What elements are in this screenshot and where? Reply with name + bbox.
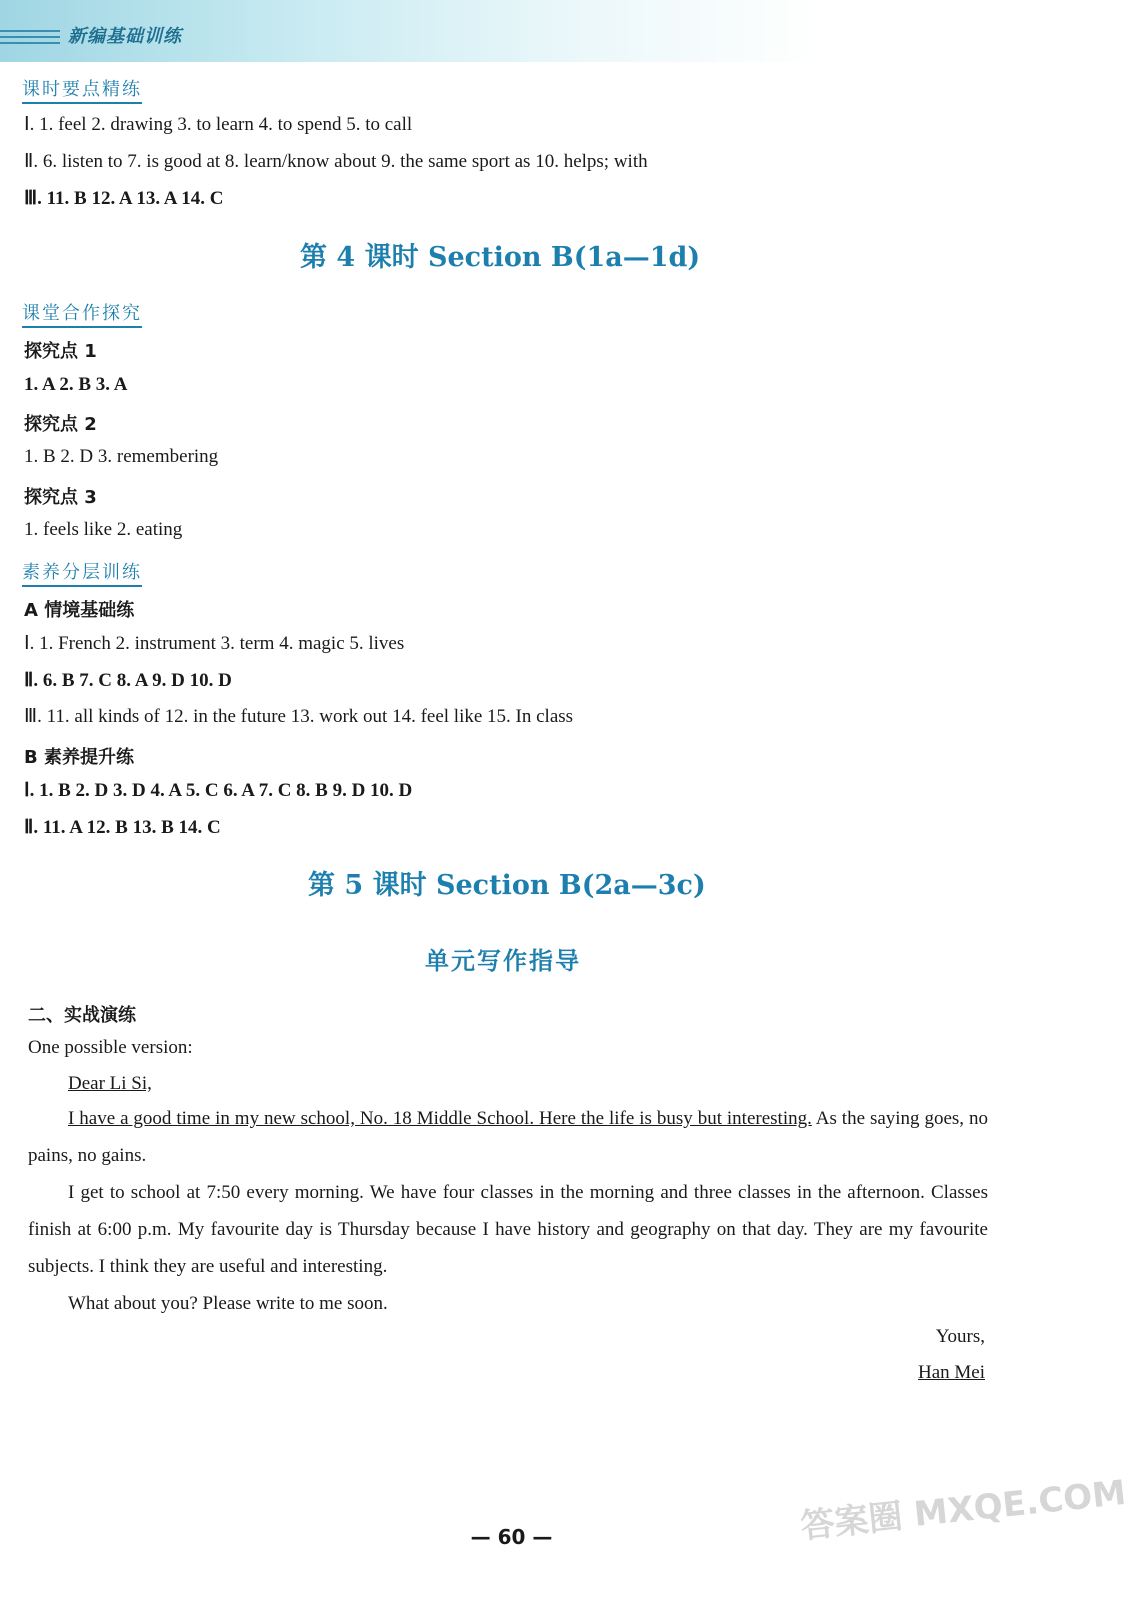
answer-line: Ⅲ. 11. all kinds of 12. in the future 13. work out 14. feel like 15. In class bbox=[24, 706, 574, 727]
answer-line: Ⅰ. 1. feel 2. drawing 3. to learn 4. to spend 5. to call bbox=[24, 114, 413, 135]
answer-line: Ⅰ. 1. B 2. D 3. D 4. A 5. C 6. A 7. C 8. B 9. D 10. D bbox=[24, 780, 413, 801]
inquiry-point-label: 探究点 2 bbox=[24, 414, 97, 435]
underlined-sentence: I have a good time in my new school, No. 18 Middle School. Here the life is busy but interesting. bbox=[68, 1108, 812, 1129]
answer-line: 1. B 2. D 3. remembering bbox=[24, 446, 219, 467]
section-heading-cooperative-inquiry: 课堂合作探究 bbox=[22, 299, 142, 328]
inquiry-point-label: 探究点 1 bbox=[24, 341, 97, 362]
inquiry-point-label: 探究点 3 bbox=[24, 487, 97, 508]
letter-greeting: Dear Li Si, bbox=[68, 1073, 152, 1094]
header-decor-lines bbox=[0, 30, 60, 48]
answer-line: Ⅲ. 11. B 12. A 13. A 14. C bbox=[24, 188, 224, 209]
letter-signature: Han Mei bbox=[917, 1362, 985, 1383]
answer-line: Ⅱ. 11. A 12. B 13. B 14. C bbox=[24, 817, 221, 838]
section-heading-key-points: 课时要点精练 bbox=[22, 75, 142, 104]
practice-label: 二、实战演练 bbox=[28, 1005, 136, 1026]
page-number: — 60 — bbox=[470, 1525, 553, 1549]
section-heading-layered-training: 素养分层训练 bbox=[22, 558, 142, 587]
level-b-label: B 素养提升练 bbox=[24, 747, 134, 768]
answer-line: Ⅱ. 6. B 7. C 8. A 9. D 10. D bbox=[24, 670, 232, 691]
lesson-5-title: 第 5 课时 Section B(2a—3c) bbox=[308, 870, 706, 901]
answer-line: Ⅱ. 6. listen to 7. is good at 8. learn/know about 9. the same sport as 10. helps; with bbox=[24, 151, 648, 172]
level-a-label: A 情境基础练 bbox=[24, 600, 135, 621]
writing-guide-title: 单元写作指导 bbox=[425, 947, 581, 975]
watermark-logo: 答案圈 MXQE.COM bbox=[798, 1472, 1128, 1547]
answer-line: Ⅰ. 1. French 2. instrument 3. term 4. magic 5. lives bbox=[24, 633, 405, 654]
letter-paragraph-1 bbox=[28, 1100, 988, 1174]
letter-paragraph-3: What about you? Please write to me soon. bbox=[68, 1293, 388, 1314]
answer-line: 1. feels like 2. eating bbox=[24, 519, 183, 540]
lesson-4-title: 第 4 课时 Section B(1a—1d) bbox=[300, 242, 701, 273]
letter-paragraph-2: I get to school at 7:50 every morning. We have four classes in the morning and three classes in the afternoon. Classes finish at 6:00 p.m. My favourite day is Thursday because I have history and geography on that day. They are my favourite subjects. I think they are useful and interesting. bbox=[28, 1182, 988, 1277]
letter-closing: Yours, bbox=[935, 1326, 985, 1347]
paragraph-text: As the saying goes, no pains, no gains. bbox=[28, 1108, 988, 1166]
header-title: 新编基础训练 bbox=[68, 26, 182, 47]
answer-line: 1. A 2. B 3. A bbox=[24, 374, 128, 395]
intro-text: One possible version: bbox=[28, 1037, 193, 1058]
